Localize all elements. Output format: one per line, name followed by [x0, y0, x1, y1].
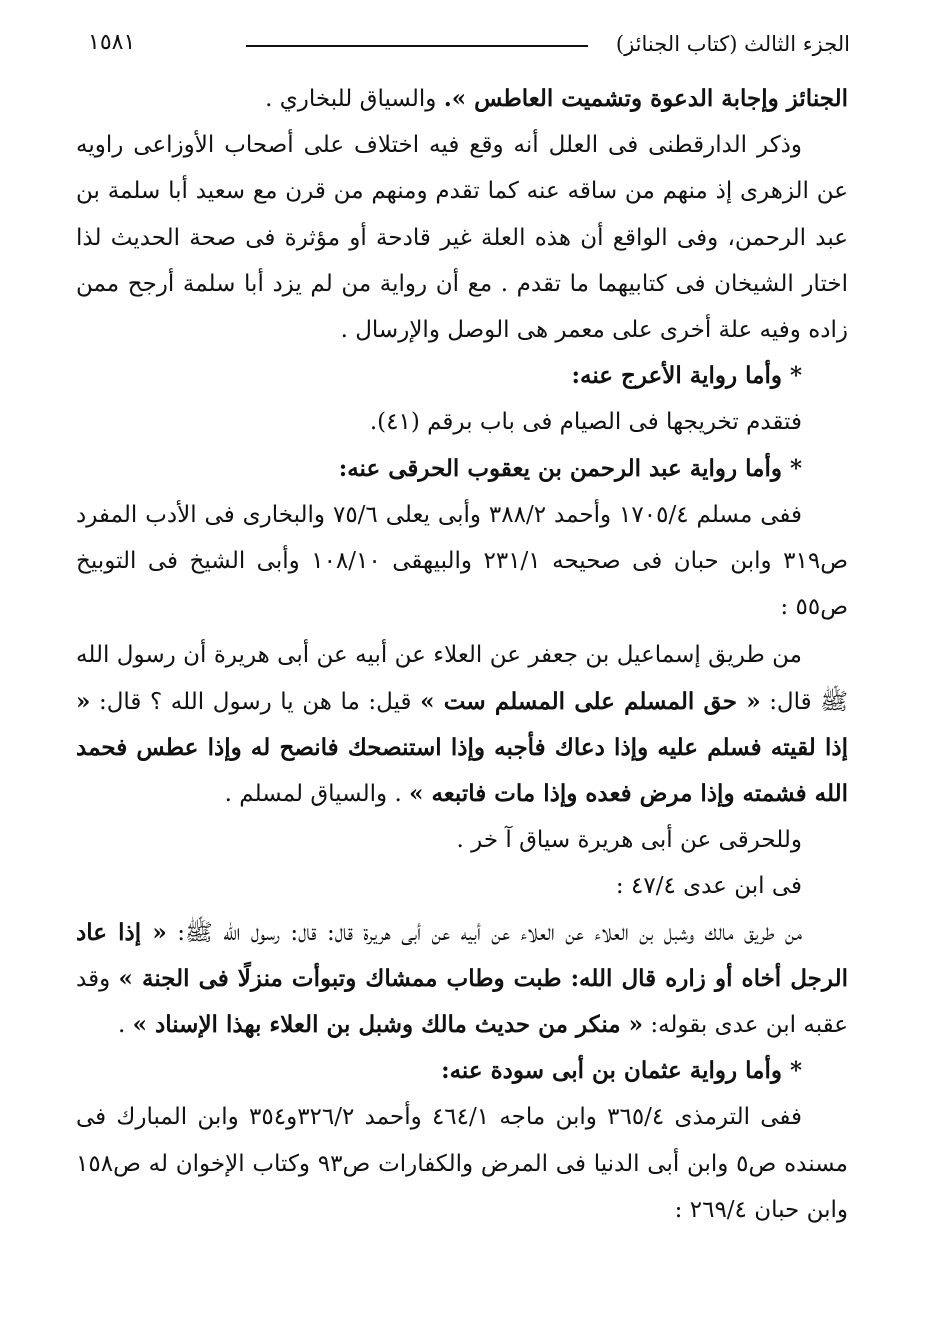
- paragraph-6: وللحرقى عن أبى هريرة سياق آ خر .: [456, 827, 802, 854]
- paragraph-5-tail: . والسياق لمسلم .: [224, 781, 402, 808]
- paragraph-8-mid: وقد عقبه ابن عدى بقوله:: [76, 965, 848, 1039]
- heading-uthman: * وأما رواية عثمان بن أبى سودة عنه:: [441, 1057, 802, 1085]
- paragraph-9: ففى الترمذى ٣٦٥/٤ وابن ماجه ٤٦٤/١ وأحمد ٣٢٦/٢و٣٥٤ وابن المبارك فى مسنده ص٥ وابن أبى الدنيا فى المرض والكفارات ص٩٣ وكتاب الإخوان له ص١٥٨ وابن حبان ٢٦٩/٤ :: [76, 1104, 848, 1223]
- paragraph-5-intro: من طريق إسماعيل بن جعفر عن العلاء عن أبيه عن أبى هريرة أن رسول الله ﷺ قال:: [76, 642, 849, 715]
- paragraph-1: [76, 76, 848, 122]
- page-header: [80, 30, 850, 64]
- paragraph-8-intro: من طريق مالك وشبل بن العلاء عن العلاء عن أبيه عن أبى هريرة قال: قال: رسول الله ﷺ:: [166, 919, 802, 946]
- paragraph-1-text: والسياق للبخاري .: [265, 86, 444, 112]
- paragraph-1-bold: الجنائز وإجابة الدعوة وتشميت العاطس ».: [443, 85, 848, 112]
- hadith-quote-3: « إذا عاد الرجل أخاه أو زاره قال الله: طبت وطاب ممشاك وتبوأت منزلًا فى الجنة »: [76, 918, 848, 992]
- paragraph-5: [76, 632, 848, 817]
- hadith-quote-1: « حق المسلم على المسلم ست »: [420, 687, 761, 715]
- paragraph-8-tail: .: [117, 1012, 133, 1039]
- hadith-quote-2: « إذا لقيته فسلم عليه وإذا دعاك فأجبه وإذا استنصحك فانصح له وإذا عطس فحمد الله فشمته وإذا مرض فعده وإذا مات فاتبعه »: [76, 687, 848, 808]
- paragraph-8: [76, 910, 848, 1049]
- page-number: ١٥٨١: [88, 30, 136, 55]
- paragraph-7: فى ابن عدى ٤٧/٤ :: [615, 873, 802, 900]
- page-body: [76, 76, 848, 1233]
- paragraph-4: ففى مسلم ١٧٠٥/٤ وأحمد ٣٨٨/٢ وأبى يعلى ٧٥/٦ والبخارى فى الأدب المفرد ص٣١٩ وابن حبان فى صحيحه ٢٣١/١ والبيهقى ١٠٨/١٠ وأبى الشيخ فى التوبيخ ص٥٥ :: [76, 501, 848, 621]
- ibn-adi-quote: « منكر من حديث مالك وشبل بن العلاء بهذا الإسناد »: [132, 1011, 644, 1039]
- heading-huraqi: * وأما رواية عبد الرحمن بن يعقوب الحرقى عنه:: [338, 454, 802, 482]
- paragraph-5-mid: قيل: ما هن يا رسول الله ؟ قال:: [90, 688, 421, 715]
- heading-aaraj: * وأما رواية الأعرج عنه:: [571, 362, 802, 390]
- paragraph-2: وذكر الدارقطنى فى العلل أنه وقع فيه اختلاف على أصحاب الأوزاعى راويه عن الزهرى إذ منهم من ساقه عنه كما تقدم ومنهم من قرن مع سعيد أبا سلمة بن عبد الرحمن، وفى الواقع أن هذه العلة غير قادحة أو مؤثرة فى صحة الحديث لذا اختار الشيخان فى كتابيهما ما تقدم . مع أن رواية من لم يزد أبا سلمة أرجح ممن زاده وفيه علة أخرى على معمر هى الوصل والإرسال .: [76, 132, 848, 344]
- paragraph-3: فتقدم تخريجها فى الصيام فى باب برقم (٤١).: [369, 409, 802, 436]
- header-rule: [246, 45, 588, 47]
- running-title: الجزء الثالث (كتاب الجنائز): [615, 32, 850, 56]
